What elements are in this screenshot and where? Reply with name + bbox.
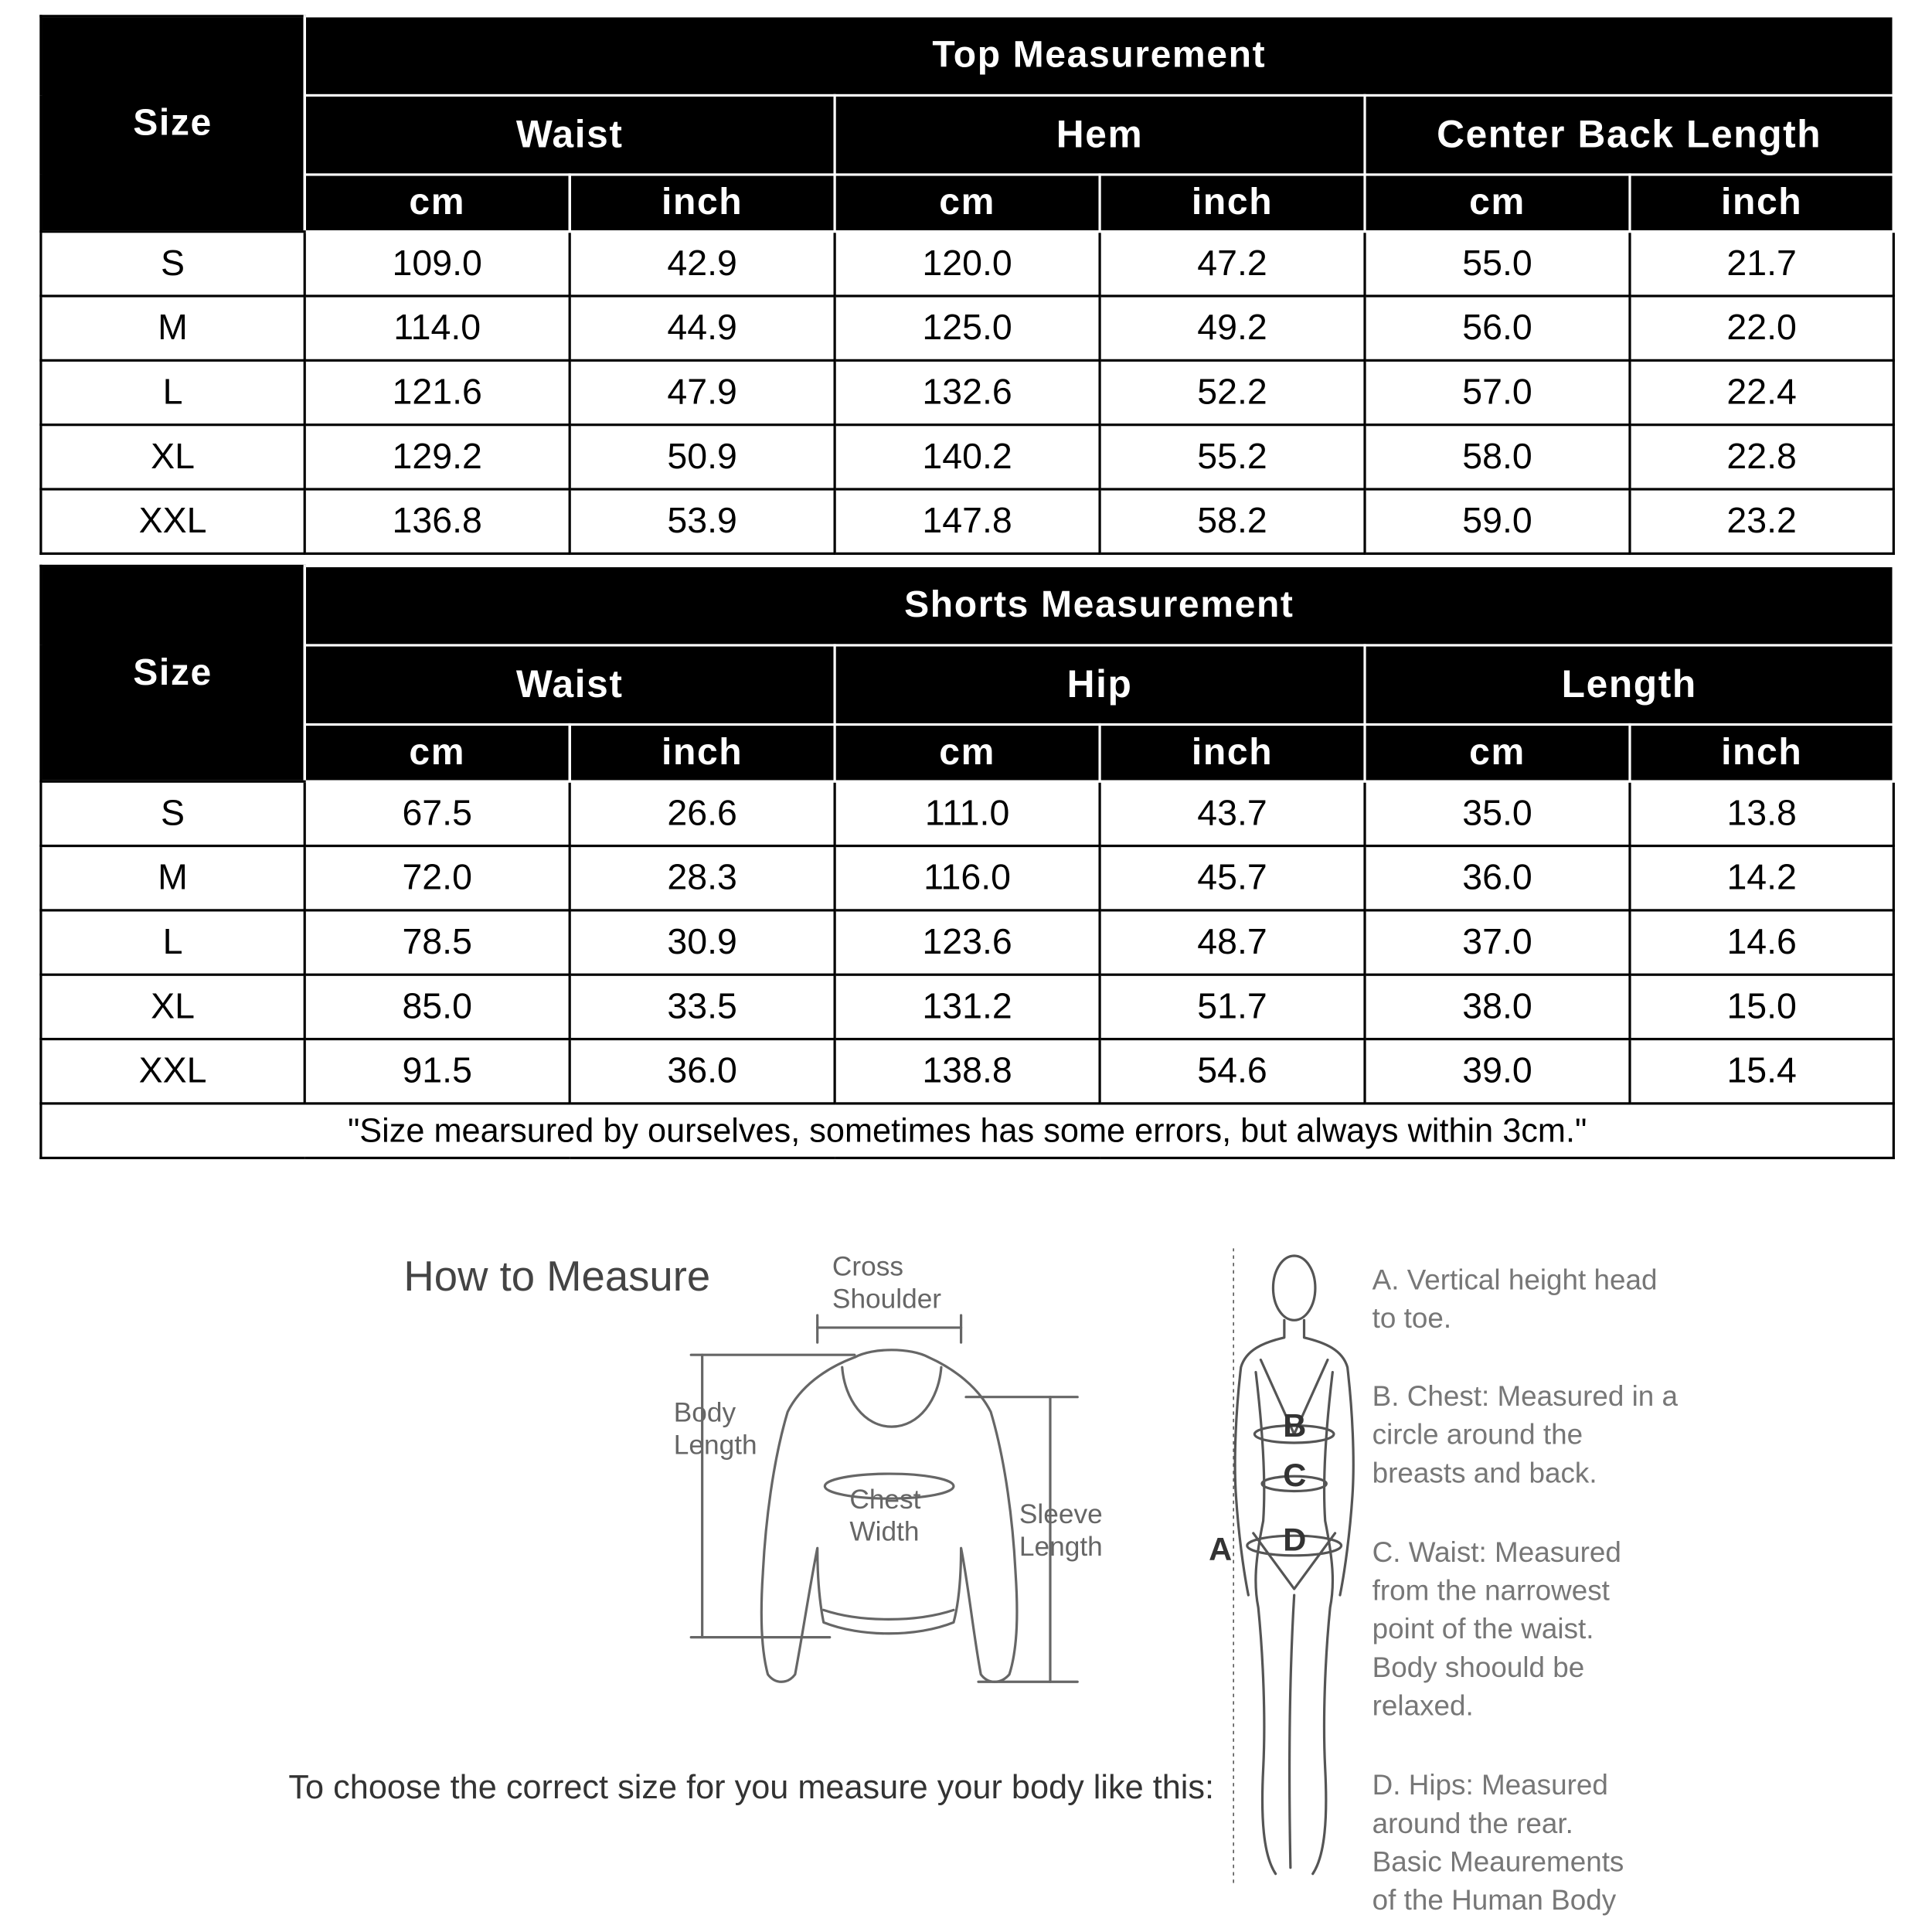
value-cell: 136.8: [304, 489, 570, 553]
table-row: [41, 489, 1893, 553]
value-cell: 131.2: [835, 975, 1100, 1039]
legend-d: D. Hips: Measured around the rear. Basic Meaurements of the Human Body: [1372, 1768, 1624, 1917]
unit-header: inch: [570, 175, 835, 232]
size-cell: M: [41, 846, 304, 910]
chest-width-label: Chest Width: [849, 1483, 921, 1547]
unit-header-row: [41, 725, 1894, 782]
value-cell: 129.2: [304, 425, 570, 489]
value-cell: 39.0: [1365, 1039, 1630, 1104]
unit-header-row: [41, 175, 1893, 232]
value-cell: 14.6: [1630, 910, 1893, 975]
table-row: [41, 781, 1894, 845]
value-cell: 22.0: [1630, 296, 1893, 360]
value-cell: 121.6: [304, 360, 570, 424]
value-cell: 111.0: [835, 781, 1100, 845]
measurement-note: "Size mearsured by ourselves, sometimes has some errors, but always within 3cm.": [41, 1104, 1894, 1158]
value-cell: 23.2: [1630, 489, 1893, 553]
table-title: Top Measurement: [304, 16, 1893, 96]
table-row: [41, 360, 1893, 424]
value-cell: 22.4: [1630, 360, 1893, 424]
value-cell: 114.0: [304, 296, 570, 360]
title-row: [41, 566, 1894, 645]
how-to-measure-title: How to Measure: [403, 1253, 711, 1301]
group-header: Hem: [835, 95, 1365, 175]
table-row: [41, 1039, 1894, 1104]
size-cell: XL: [41, 425, 304, 489]
size-cell: L: [41, 360, 304, 424]
size-cell: XXL: [41, 1039, 304, 1104]
marker-d: D: [1283, 1520, 1307, 1559]
unit-header: inch: [1100, 725, 1365, 782]
value-cell: 78.5: [304, 910, 570, 975]
value-cell: 138.8: [835, 1039, 1100, 1104]
value-cell: 91.5: [304, 1039, 570, 1104]
size-cell: XL: [41, 975, 304, 1039]
value-cell: 38.0: [1365, 975, 1630, 1039]
value-cell: 37.0: [1365, 910, 1630, 975]
value-cell: 120.0: [835, 232, 1100, 296]
value-cell: 59.0: [1365, 489, 1630, 553]
human-body-figure-icon: [1226, 1248, 1362, 1892]
marker-c: C: [1283, 1456, 1307, 1494]
unit-header: inch: [1630, 175, 1893, 232]
value-cell: 56.0: [1365, 296, 1630, 360]
value-cell: 43.7: [1100, 781, 1365, 845]
value-cell: 28.3: [570, 846, 835, 910]
table-row: [41, 975, 1894, 1039]
cross-shoulder-label: Cross Shoulder: [832, 1250, 942, 1315]
value-cell: 53.9: [570, 489, 835, 553]
value-cell: 33.5: [570, 975, 835, 1039]
value-cell: 50.9: [570, 425, 835, 489]
value-cell: 22.8: [1630, 425, 1893, 489]
unit-header: cm: [304, 725, 570, 782]
value-cell: 48.7: [1100, 910, 1365, 975]
table-row: [41, 232, 1893, 296]
legend-c: C. Waist: Measured from the narrowest point of the waist. Body shoould be relaxed.: [1372, 1536, 1621, 1722]
value-cell: 147.8: [835, 489, 1100, 553]
value-cell: 140.2: [835, 425, 1100, 489]
group-header-row: [41, 95, 1893, 175]
group-header: Hip: [835, 645, 1365, 725]
value-cell: 36.0: [570, 1039, 835, 1104]
value-cell: 55.2: [1100, 425, 1365, 489]
value-cell: 116.0: [835, 846, 1100, 910]
value-cell: 109.0: [304, 232, 570, 296]
table-row: [41, 296, 1893, 360]
value-cell: 44.9: [570, 296, 835, 360]
unit-header: inch: [570, 725, 835, 782]
value-cell: 54.6: [1100, 1039, 1365, 1104]
unit-header: cm: [835, 175, 1100, 232]
size-cell: L: [41, 910, 304, 975]
size-cell: XXL: [41, 489, 304, 553]
value-cell: 47.2: [1100, 232, 1365, 296]
value-cell: 58.2: [1100, 489, 1365, 553]
group-header: Waist: [304, 645, 835, 725]
value-cell: 36.0: [1365, 846, 1630, 910]
value-cell: 47.9: [570, 360, 835, 424]
value-cell: 35.0: [1365, 781, 1630, 845]
unit-header: cm: [835, 725, 1100, 782]
value-cell: 26.6: [570, 781, 835, 845]
unit-header: inch: [1630, 725, 1893, 782]
top-measurement-table: [39, 15, 1895, 555]
value-cell: 15.4: [1630, 1039, 1893, 1104]
value-cell: 15.0: [1630, 975, 1893, 1039]
unit-header: cm: [1365, 175, 1630, 232]
value-cell: 52.2: [1100, 360, 1365, 424]
shorts-measurement-table: [39, 565, 1895, 1159]
group-header-row: [41, 645, 1894, 725]
size-cell: S: [41, 232, 304, 296]
group-header: Waist: [304, 95, 835, 175]
value-cell: 14.2: [1630, 846, 1893, 910]
size-cell: S: [41, 781, 304, 845]
value-cell: 49.2: [1100, 296, 1365, 360]
size-header: Size: [41, 16, 304, 232]
value-cell: 13.8: [1630, 781, 1893, 845]
size-header: Size: [41, 566, 304, 781]
value-cell: 132.6: [835, 360, 1100, 424]
value-cell: 85.0: [304, 975, 570, 1039]
value-cell: 30.9: [570, 910, 835, 975]
value-cell: 51.7: [1100, 975, 1365, 1039]
value-cell: 67.5: [304, 781, 570, 845]
table-row: [41, 846, 1894, 910]
value-cell: 72.0: [304, 846, 570, 910]
sleeve-length-label: Sleeve Length: [1019, 1498, 1103, 1562]
legend-a: A. Vertical height head to toe.: [1372, 1263, 1658, 1334]
table-row: [41, 910, 1894, 975]
value-cell: 58.0: [1365, 425, 1630, 489]
unit-header: inch: [1100, 175, 1365, 232]
value-cell: 42.9: [570, 232, 835, 296]
value-cell: 123.6: [835, 910, 1100, 975]
value-cell: 55.0: [1365, 232, 1630, 296]
value-cell: 21.7: [1630, 232, 1893, 296]
legend-b: B. Chest: Measured in a circle around the breasts and back.: [1372, 1379, 1679, 1489]
marker-a: A: [1209, 1530, 1233, 1568]
unit-header: cm: [1365, 725, 1630, 782]
marker-b: B: [1283, 1406, 1307, 1444]
size-cell: M: [41, 296, 304, 360]
note-row: [41, 1104, 1894, 1158]
group-header: Length: [1365, 645, 1893, 725]
choose-size-instruction: To choose the correct size for you measure your body like this:: [288, 1768, 1215, 1806]
body-length-label: Body Length: [673, 1396, 757, 1461]
table-row: [41, 425, 1893, 489]
value-cell: 45.7: [1100, 846, 1365, 910]
title-row: [41, 16, 1893, 96]
value-cell: 57.0: [1365, 360, 1630, 424]
group-header: Center Back Length: [1365, 95, 1893, 175]
table-title: Shorts Measurement: [304, 566, 1893, 645]
unit-header: cm: [304, 175, 570, 232]
value-cell: 125.0: [835, 296, 1100, 360]
